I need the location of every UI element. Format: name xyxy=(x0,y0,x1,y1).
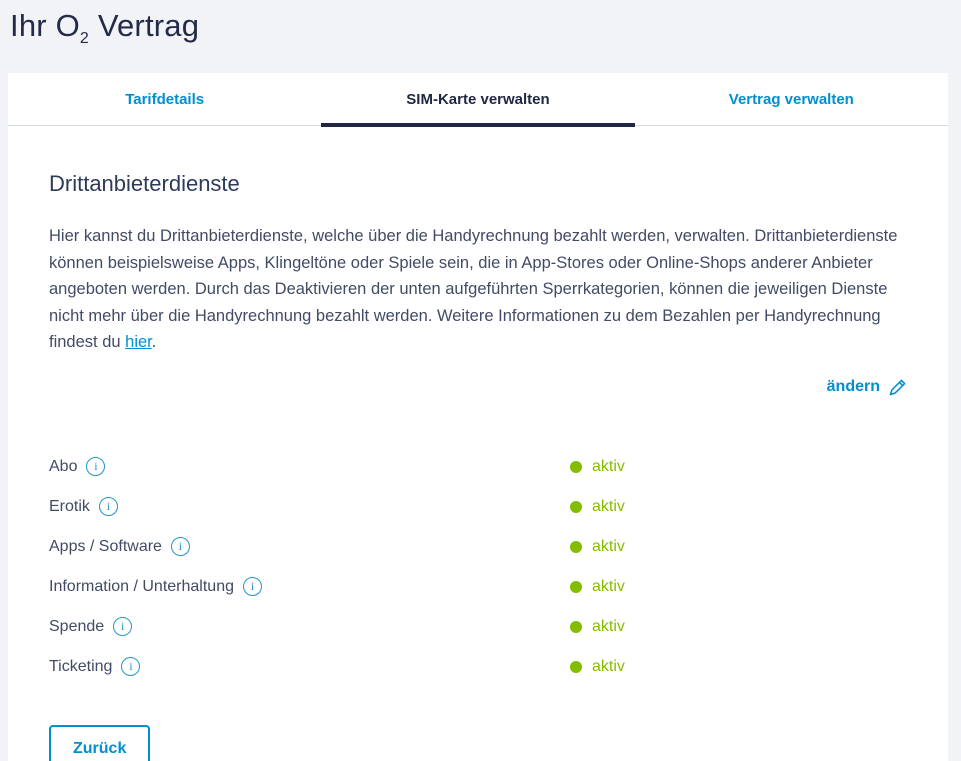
service-status xyxy=(570,458,625,476)
tab-vertrag-verwalten[interactable]: Vertrag verwalten xyxy=(728,90,854,108)
info-icon[interactable]: i xyxy=(121,657,140,676)
service-label: Apps / Software xyxy=(49,537,162,555)
status-text: aktiv xyxy=(592,577,625,595)
status-dot-icon xyxy=(570,661,582,673)
service-status xyxy=(570,498,625,516)
tab-sim-karte-verwalten[interactable]: SIM-Karte verwalten xyxy=(321,73,634,125)
service-row-ticketing xyxy=(49,647,907,687)
status-text: aktiv xyxy=(592,657,625,675)
page-title xyxy=(10,8,961,47)
service-status xyxy=(570,538,625,556)
service-label: Erotik xyxy=(49,497,90,515)
status-dot-icon xyxy=(570,581,582,593)
service-label: Spende xyxy=(49,617,105,635)
description-text-1: Hier kannst du Drittanbieterdienste, welche über die Handyrechnung bezahlt werden, verwalten. Drittanbieterdienste können beispielsweise Apps, Klingeltöne oder Spiele sein, die in App-Stores oder Online-Shops anderer Anbieter angeboten werden. Durch das Deaktivieren der unten aufgeführten Sperrkategorien, können die jeweiligen Dienste nicht mehr über die Handyrechnung bezahlt werden. Weitere Informationen zu dem Bezahlen per Handyrechnung findest du xyxy=(49,227,898,351)
service-row-apps-software xyxy=(49,527,907,567)
service-label: Ticketing xyxy=(49,657,113,675)
service-row-spende xyxy=(49,607,907,647)
edit-row xyxy=(49,378,907,397)
status-dot-icon xyxy=(570,501,582,513)
service-row-abo xyxy=(49,447,907,487)
hier-link[interactable]: hier xyxy=(125,333,152,351)
service-label: Information / Unterhaltung xyxy=(49,577,234,595)
service-status xyxy=(570,658,625,676)
aendern-link[interactable] xyxy=(827,378,907,397)
tab-tarifdetails[interactable]: Tarifdetails xyxy=(125,90,205,108)
service-status xyxy=(570,618,625,636)
page-title-suffix: Vertrag xyxy=(89,8,200,43)
tab-content xyxy=(8,126,948,761)
service-list xyxy=(49,447,907,687)
info-icon[interactable]: i xyxy=(243,577,262,596)
info-icon[interactable]: i xyxy=(113,617,132,636)
section-description xyxy=(49,223,907,356)
aendern-label: ändern xyxy=(826,378,880,395)
page-title-prefix: Ihr O xyxy=(10,8,80,43)
contract-card xyxy=(8,73,948,761)
info-icon[interactable]: i xyxy=(99,497,118,516)
service-status xyxy=(570,578,625,596)
back-row xyxy=(49,725,907,761)
status-text: aktiv xyxy=(592,457,625,475)
status-dot-icon xyxy=(570,461,582,473)
section-title: Drittanbieterdienste xyxy=(49,171,240,196)
status-text: aktiv xyxy=(592,497,625,515)
page-header xyxy=(0,0,961,73)
status-text: aktiv xyxy=(592,537,625,555)
status-dot-icon xyxy=(570,621,582,633)
status-text: aktiv xyxy=(592,617,625,635)
tabbar xyxy=(8,73,948,126)
info-icon[interactable]: i xyxy=(171,537,190,556)
page-title-subscript: 2 xyxy=(79,30,90,47)
service-row-information-unterhaltung xyxy=(49,567,907,607)
service-label: Abo xyxy=(49,457,78,475)
description-text-2: . xyxy=(151,333,157,351)
zurueck-button[interactable]: Zurück xyxy=(49,725,150,761)
info-icon[interactable]: i xyxy=(86,457,105,476)
status-dot-icon xyxy=(570,541,582,553)
service-row-erotik xyxy=(49,487,907,527)
pencil-icon xyxy=(888,378,907,397)
